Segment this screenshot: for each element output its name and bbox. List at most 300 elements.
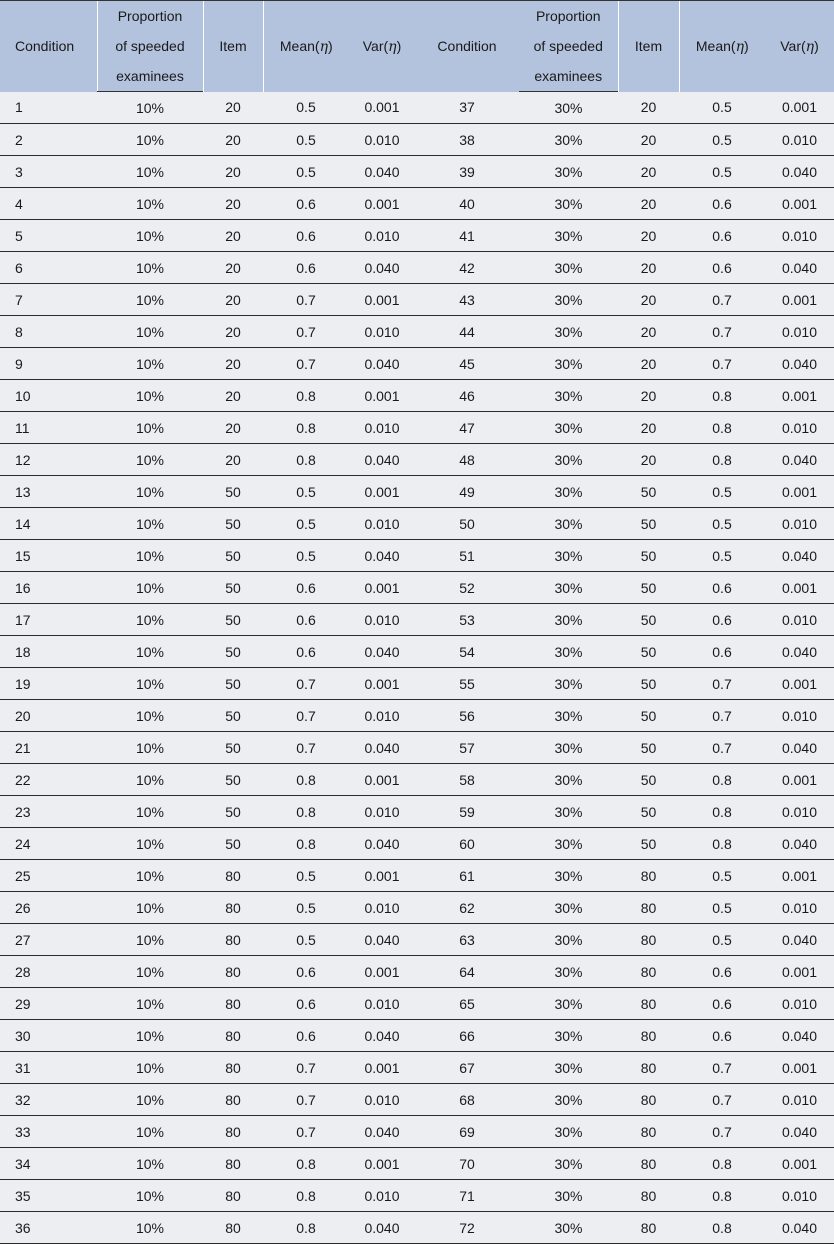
condition-cell: 2 xyxy=(0,124,97,156)
item-cell: 20 xyxy=(618,124,679,156)
var-cell: 0.001 xyxy=(349,284,415,316)
var-cell: 0.040 xyxy=(765,1116,834,1148)
table-row xyxy=(0,444,834,476)
proportion-cell: 30% xyxy=(519,1212,618,1244)
proportion-cell: 10% xyxy=(97,284,203,316)
mean-cell: 0.6 xyxy=(263,572,349,604)
proportion-cell: 10% xyxy=(97,796,203,828)
var-cell: 0.001 xyxy=(765,476,834,508)
table-row xyxy=(0,956,834,988)
proportion-cell: 10% xyxy=(97,668,203,700)
var-cell: 0.010 xyxy=(349,316,415,348)
proportion-cell: 30% xyxy=(519,316,618,348)
condition-cell: 15 xyxy=(0,540,97,572)
condition-cell: 25 xyxy=(0,860,97,892)
mean-cell: 0.6 xyxy=(263,220,349,252)
condition-cell: 53 xyxy=(415,604,519,636)
item-cell: 50 xyxy=(203,540,263,572)
mean-cell: 0.5 xyxy=(679,124,765,156)
mean-cell: 0.8 xyxy=(263,764,349,796)
mean-cell: 0.6 xyxy=(679,636,765,668)
table-row xyxy=(0,1084,834,1116)
proportion-cell: 30% xyxy=(519,636,618,668)
table-row xyxy=(0,572,834,604)
var-cell: 0.010 xyxy=(765,796,834,828)
mean-cell: 0.5 xyxy=(679,860,765,892)
condition-cell: 58 xyxy=(415,764,519,796)
condition-cell: 31 xyxy=(0,1052,97,1084)
item-cell: 80 xyxy=(203,892,263,924)
var-cell: 0.010 xyxy=(765,508,834,540)
mean-cell: 0.6 xyxy=(679,1020,765,1052)
item-cell: 50 xyxy=(203,508,263,540)
proportion-cell: 10% xyxy=(97,252,203,284)
condition-cell: 23 xyxy=(0,796,97,828)
mean-cell: 0.5 xyxy=(679,156,765,188)
mean-cell: 0.8 xyxy=(263,1212,349,1244)
proportion-cell: 10% xyxy=(97,828,203,860)
mean-cell: 0.5 xyxy=(263,892,349,924)
table-row xyxy=(0,252,834,284)
condition-cell: 68 xyxy=(415,1084,519,1116)
item-cell: 20 xyxy=(203,124,263,156)
condition-cell: 51 xyxy=(415,540,519,572)
var-cell: 0.010 xyxy=(349,1084,415,1116)
var-cell: 0.040 xyxy=(765,252,834,284)
mean-cell: 0.7 xyxy=(263,1084,349,1116)
table-row xyxy=(0,892,834,924)
mean-cell: 0.8 xyxy=(263,412,349,444)
condition-cell: 60 xyxy=(415,828,519,860)
table-row xyxy=(0,284,834,316)
item-cell: 50 xyxy=(618,540,679,572)
item-cell: 20 xyxy=(203,92,263,124)
var-cell: 0.040 xyxy=(765,540,834,572)
header-item-2: Item xyxy=(618,1,679,92)
item-cell: 20 xyxy=(203,220,263,252)
condition-cell: 20 xyxy=(0,700,97,732)
condition-cell: 45 xyxy=(415,348,519,380)
var-cell: 0.040 xyxy=(765,924,834,956)
proportion-cell: 10% xyxy=(97,956,203,988)
condition-cell: 9 xyxy=(0,348,97,380)
item-cell: 80 xyxy=(618,1052,679,1084)
var-cell: 0.040 xyxy=(765,348,834,380)
var-cell: 0.010 xyxy=(349,796,415,828)
condition-cell: 19 xyxy=(0,668,97,700)
mean-cell: 0.7 xyxy=(679,316,765,348)
mean-cell: 0.6 xyxy=(263,956,349,988)
var-cell: 0.010 xyxy=(349,1180,415,1212)
proportion-cell: 10% xyxy=(97,348,203,380)
item-cell: 80 xyxy=(203,1052,263,1084)
var-cell: 0.001 xyxy=(349,668,415,700)
var-cell: 0.040 xyxy=(349,252,415,284)
item-cell: 80 xyxy=(203,988,263,1020)
header-var-2-eta: η xyxy=(805,38,815,55)
item-cell: 50 xyxy=(203,668,263,700)
table-row xyxy=(0,1212,834,1244)
table-row xyxy=(0,860,834,892)
mean-cell: 0.8 xyxy=(263,796,349,828)
mean-cell: 0.7 xyxy=(679,284,765,316)
proportion-cell: 30% xyxy=(519,380,618,412)
var-cell: 0.010 xyxy=(349,604,415,636)
proportion-cell: 10% xyxy=(97,1180,203,1212)
header-var-2 xyxy=(765,1,834,92)
var-cell: 0.001 xyxy=(765,1148,834,1180)
item-cell: 80 xyxy=(203,1084,263,1116)
table-row xyxy=(0,604,834,636)
condition-cell: 24 xyxy=(0,828,97,860)
condition-cell: 27 xyxy=(0,924,97,956)
var-cell: 0.001 xyxy=(765,860,834,892)
condition-cell: 67 xyxy=(415,1052,519,1084)
condition-cell: 57 xyxy=(415,732,519,764)
mean-cell: 0.8 xyxy=(263,444,349,476)
header-mean-prefix: Mean( xyxy=(279,37,320,54)
condition-cell: 17 xyxy=(0,604,97,636)
table-row xyxy=(0,828,834,860)
item-cell: 20 xyxy=(618,252,679,284)
item-cell: 50 xyxy=(203,828,263,860)
proportion-cell: 10% xyxy=(97,572,203,604)
mean-cell: 0.7 xyxy=(263,668,349,700)
condition-cell: 8 xyxy=(0,316,97,348)
var-cell: 0.010 xyxy=(765,412,834,444)
var-cell: 0.040 xyxy=(349,444,415,476)
proportion-cell: 10% xyxy=(97,764,203,796)
var-cell: 0.010 xyxy=(765,892,834,924)
proportion-cell: 10% xyxy=(97,604,203,636)
mean-cell: 0.5 xyxy=(263,156,349,188)
proportion-cell: 30% xyxy=(519,828,618,860)
table-row xyxy=(0,636,834,668)
var-cell: 0.010 xyxy=(765,1084,834,1116)
proportion-cell: 30% xyxy=(519,412,618,444)
table-row xyxy=(0,316,834,348)
header-var-suffix: ) xyxy=(396,37,402,54)
var-cell: 0.010 xyxy=(349,700,415,732)
mean-cell: 0.7 xyxy=(263,1116,349,1148)
mean-cell: 0.8 xyxy=(679,1212,765,1244)
condition-cell: 72 xyxy=(415,1212,519,1244)
mean-cell: 0.6 xyxy=(263,604,349,636)
item-cell: 80 xyxy=(618,1180,679,1212)
condition-cell: 32 xyxy=(0,1084,97,1116)
var-cell: 0.010 xyxy=(765,124,834,156)
var-cell: 0.001 xyxy=(349,572,415,604)
condition-cell: 26 xyxy=(0,892,97,924)
condition-cell: 49 xyxy=(415,476,519,508)
condition-cell: 65 xyxy=(415,988,519,1020)
var-cell: 0.040 xyxy=(765,1020,834,1052)
condition-cell: 44 xyxy=(415,316,519,348)
proportion-cell: 10% xyxy=(97,860,203,892)
item-cell: 50 xyxy=(618,732,679,764)
condition-cell: 62 xyxy=(415,892,519,924)
condition-cell: 43 xyxy=(415,284,519,316)
proportion-cell: 30% xyxy=(519,1148,618,1180)
item-cell: 80 xyxy=(618,924,679,956)
proportion-cell: 30% xyxy=(519,604,618,636)
proportion-cell: 10% xyxy=(97,156,203,188)
condition-cell: 40 xyxy=(415,188,519,220)
proportion-cell: 30% xyxy=(519,1084,618,1116)
var-cell: 0.040 xyxy=(349,1116,415,1148)
table-row xyxy=(0,156,834,188)
mean-cell: 0.5 xyxy=(263,508,349,540)
proportion-cell: 30% xyxy=(519,572,618,604)
var-cell: 0.040 xyxy=(765,156,834,188)
item-cell: 80 xyxy=(618,1212,679,1244)
table-row xyxy=(0,668,834,700)
condition-cell: 37 xyxy=(415,92,519,124)
var-cell: 0.001 xyxy=(349,476,415,508)
var-cell: 0.040 xyxy=(349,1020,415,1052)
mean-cell: 0.5 xyxy=(679,476,765,508)
var-cell: 0.010 xyxy=(765,988,834,1020)
item-cell: 20 xyxy=(203,444,263,476)
condition-cell: 69 xyxy=(415,1116,519,1148)
item-cell: 80 xyxy=(203,1180,263,1212)
var-cell: 0.010 xyxy=(765,604,834,636)
header-var xyxy=(349,1,415,92)
proportion-cell: 10% xyxy=(97,92,203,124)
var-cell: 0.010 xyxy=(349,220,415,252)
proportion-cell: 10% xyxy=(97,1148,203,1180)
proportion-cell: 10% xyxy=(97,412,203,444)
item-cell: 20 xyxy=(618,316,679,348)
mean-cell: 0.7 xyxy=(263,284,349,316)
var-cell: 0.001 xyxy=(349,764,415,796)
mean-cell: 0.5 xyxy=(263,124,349,156)
item-cell: 50 xyxy=(618,764,679,796)
var-cell: 0.010 xyxy=(765,700,834,732)
condition-cell: 18 xyxy=(0,636,97,668)
item-cell: 50 xyxy=(618,668,679,700)
proportion-cell: 10% xyxy=(97,892,203,924)
proportion-cell: 10% xyxy=(97,380,203,412)
item-cell: 20 xyxy=(618,284,679,316)
item-cell: 50 xyxy=(203,764,263,796)
item-cell: 80 xyxy=(618,956,679,988)
item-cell: 50 xyxy=(203,604,263,636)
item-cell: 80 xyxy=(618,1020,679,1052)
proportion-cell: 30% xyxy=(519,508,618,540)
var-cell: 0.001 xyxy=(349,92,415,124)
mean-cell: 0.5 xyxy=(679,508,765,540)
item-cell: 20 xyxy=(203,284,263,316)
table-row xyxy=(0,988,834,1020)
var-cell: 0.010 xyxy=(765,220,834,252)
condition-cell: 22 xyxy=(0,764,97,796)
header-proportion-2-line2: of speeded xyxy=(533,38,603,54)
mean-cell: 0.8 xyxy=(679,1180,765,1212)
mean-cell: 0.5 xyxy=(679,892,765,924)
header-mean-2-suffix: ) xyxy=(743,37,749,54)
item-cell: 50 xyxy=(203,796,263,828)
condition-cell: 13 xyxy=(0,476,97,508)
item-cell: 50 xyxy=(618,828,679,860)
item-cell: 80 xyxy=(618,988,679,1020)
proportion-cell: 10% xyxy=(97,1084,203,1116)
proportion-cell: 30% xyxy=(519,188,618,220)
header-proportion-line2: of speeded xyxy=(97,31,203,61)
condition-cell: 7 xyxy=(0,284,97,316)
condition-cell: 66 xyxy=(415,1020,519,1052)
var-cell: 0.040 xyxy=(765,1212,834,1244)
proportion-cell: 10% xyxy=(97,1052,203,1084)
var-cell: 0.040 xyxy=(349,1212,415,1244)
condition-cell: 6 xyxy=(0,252,97,284)
header-var-2-prefix: Var( xyxy=(780,37,806,54)
header-mean-eta: η xyxy=(319,38,328,55)
var-cell: 0.010 xyxy=(349,412,415,444)
header-var-prefix: Var( xyxy=(362,37,389,54)
var-cell: 0.010 xyxy=(349,892,415,924)
item-cell: 20 xyxy=(618,412,679,444)
proportion-cell: 30% xyxy=(519,796,618,828)
table-row xyxy=(0,1020,834,1052)
header-mean-suffix: ) xyxy=(327,37,333,54)
proportion-cell: 10% xyxy=(97,540,203,572)
var-cell: 0.001 xyxy=(349,860,415,892)
mean-cell: 0.6 xyxy=(679,956,765,988)
item-cell: 50 xyxy=(203,476,263,508)
proportion-cell: 30% xyxy=(519,220,618,252)
table-body xyxy=(0,92,834,1244)
item-cell: 20 xyxy=(203,252,263,284)
mean-cell: 0.8 xyxy=(679,828,765,860)
proportion-cell: 30% xyxy=(519,700,618,732)
condition-cell: 46 xyxy=(415,380,519,412)
header-condition-2: Condition xyxy=(415,1,519,92)
mean-cell: 0.6 xyxy=(679,572,765,604)
item-cell: 50 xyxy=(618,604,679,636)
mean-cell: 0.5 xyxy=(679,92,765,124)
proportion-cell: 30% xyxy=(519,476,618,508)
mean-cell: 0.8 xyxy=(679,412,765,444)
mean-cell: 0.7 xyxy=(263,732,349,764)
var-cell: 0.040 xyxy=(349,540,415,572)
table-row xyxy=(0,924,834,956)
proportion-cell: 30% xyxy=(519,1180,618,1212)
table-row xyxy=(0,1148,834,1180)
var-cell: 0.001 xyxy=(349,1148,415,1180)
proportion-cell: 10% xyxy=(97,1116,203,1148)
proportion-cell: 30% xyxy=(519,764,618,796)
table-header xyxy=(0,1,834,92)
mean-cell: 0.5 xyxy=(263,540,349,572)
mean-cell: 0.8 xyxy=(263,380,349,412)
mean-cell: 0.5 xyxy=(679,540,765,572)
var-cell: 0.001 xyxy=(765,92,834,124)
proportion-cell: 30% xyxy=(519,732,618,764)
table-row xyxy=(0,1180,834,1212)
header-proportion-2-line1: Proportion xyxy=(519,1,618,32)
header-item: Item xyxy=(203,1,263,92)
condition-cell: 61 xyxy=(415,860,519,892)
var-cell: 0.040 xyxy=(349,348,415,380)
mean-cell: 0.7 xyxy=(263,316,349,348)
header-var-2-suffix: ) xyxy=(814,37,819,54)
var-cell: 0.001 xyxy=(349,380,415,412)
condition-cell: 47 xyxy=(415,412,519,444)
mean-cell: 0.6 xyxy=(263,636,349,668)
mean-cell: 0.6 xyxy=(679,604,765,636)
condition-cell: 55 xyxy=(415,668,519,700)
item-cell: 50 xyxy=(203,572,263,604)
condition-cell: 59 xyxy=(415,796,519,828)
header-mean xyxy=(263,1,349,92)
proportion-cell: 30% xyxy=(519,156,618,188)
proportion-cell: 30% xyxy=(519,1052,618,1084)
mean-cell: 0.8 xyxy=(263,1148,349,1180)
mean-cell: 0.6 xyxy=(263,988,349,1020)
item-cell: 20 xyxy=(618,348,679,380)
proportion-cell: 30% xyxy=(519,284,618,316)
proportion-cell: 10% xyxy=(97,988,203,1020)
var-cell: 0.001 xyxy=(765,764,834,796)
item-cell: 80 xyxy=(203,1020,263,1052)
var-cell: 0.040 xyxy=(765,636,834,668)
item-cell: 80 xyxy=(203,1212,263,1244)
proportion-cell: 10% xyxy=(97,476,203,508)
item-cell: 80 xyxy=(618,1148,679,1180)
mean-cell: 0.6 xyxy=(679,188,765,220)
condition-cell: 29 xyxy=(0,988,97,1020)
condition-cell: 71 xyxy=(415,1180,519,1212)
table-row xyxy=(0,796,834,828)
item-cell: 20 xyxy=(618,188,679,220)
var-cell: 0.040 xyxy=(349,732,415,764)
var-cell: 0.040 xyxy=(765,444,834,476)
header-proportion-line3: examinees xyxy=(97,61,203,92)
condition-cell: 36 xyxy=(0,1212,97,1244)
mean-cell: 0.5 xyxy=(263,924,349,956)
condition-cell: 12 xyxy=(0,444,97,476)
header-mean-2-eta: η xyxy=(735,38,744,55)
proportion-cell: 10% xyxy=(97,700,203,732)
var-cell: 0.001 xyxy=(349,1052,415,1084)
proportion-cell: 30% xyxy=(519,988,618,1020)
condition-cell: 33 xyxy=(0,1116,97,1148)
item-cell: 50 xyxy=(203,732,263,764)
mean-cell: 0.5 xyxy=(263,92,349,124)
condition-cell: 10 xyxy=(0,380,97,412)
mean-cell: 0.6 xyxy=(679,252,765,284)
mean-cell: 0.7 xyxy=(679,348,765,380)
condition-cell: 50 xyxy=(415,508,519,540)
proportion-cell: 30% xyxy=(519,956,618,988)
var-cell: 0.040 xyxy=(349,828,415,860)
table-row xyxy=(0,764,834,796)
item-cell: 20 xyxy=(618,444,679,476)
proportion-cell: 10% xyxy=(97,1212,203,1244)
table-row xyxy=(0,700,834,732)
var-cell: 0.010 xyxy=(349,124,415,156)
mean-cell: 0.8 xyxy=(679,444,765,476)
proportion-cell: 10% xyxy=(97,924,203,956)
proportion-cell: 10% xyxy=(97,636,203,668)
var-cell: 0.001 xyxy=(765,668,834,700)
mean-cell: 0.7 xyxy=(679,732,765,764)
var-cell: 0.001 xyxy=(349,188,415,220)
var-cell: 0.001 xyxy=(765,284,834,316)
table-row xyxy=(0,412,834,444)
condition-cell: 64 xyxy=(415,956,519,988)
